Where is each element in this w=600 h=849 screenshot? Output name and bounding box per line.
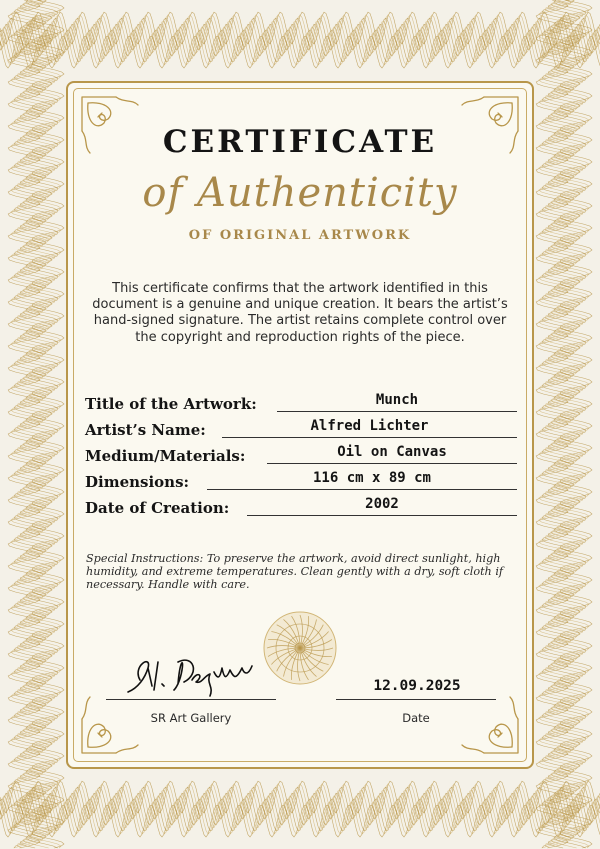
date-value: 12.09.2025 xyxy=(373,678,461,694)
field-label: Date of Creation: xyxy=(85,499,230,517)
certificate-script-title: of Authenticity xyxy=(142,170,458,216)
certificate-title: CERTIFICATE xyxy=(162,124,438,160)
field-underline xyxy=(222,437,517,438)
field-date-of-creation xyxy=(85,496,517,516)
date-label: Date xyxy=(402,711,430,725)
field-underline xyxy=(207,489,517,490)
certificate-subtitle: OF ORIGINAL ARTWORK xyxy=(188,228,412,243)
field-value: Oil on Canvas xyxy=(337,444,447,460)
field-underline xyxy=(247,515,517,516)
field-label: Dimensions: xyxy=(85,473,190,491)
date-line xyxy=(336,699,496,700)
field-label: Artist’s Name: xyxy=(85,421,206,439)
special-instructions: Special Instructions: To preserve the artwork, avoid direct sunlight, high humidity, and extreme temperatures. Clean gently with a dry, soft cloth if necessary. Handle with care. xyxy=(86,552,504,591)
field-underline xyxy=(277,411,517,412)
signature-line xyxy=(106,699,276,700)
field-value: 2002 xyxy=(365,496,399,512)
field-dimensions xyxy=(85,470,517,490)
field-artist-name xyxy=(85,418,517,438)
gallery-label: SR Art Gallery xyxy=(150,711,232,725)
field-value: Munch xyxy=(375,392,419,408)
signature-image xyxy=(118,640,268,698)
rosette-seal-icon xyxy=(262,610,338,686)
field-label: Medium/Materials: xyxy=(85,447,246,465)
field-label: Title of the Artwork: xyxy=(85,395,257,413)
field-artwork-title xyxy=(85,392,517,412)
field-value: 116 cm x 89 cm xyxy=(312,470,431,486)
field-value: Alfred Lichter xyxy=(310,418,429,434)
field-underline xyxy=(267,463,517,464)
intro-paragraph: This certificate confirms that the artwork identified in this document is a genuine and unique creation. It bears the artist’s hand-signed signature. The artist retains complete control over the copyright and reproduction rights of the piece. xyxy=(92,281,508,345)
field-medium xyxy=(85,444,517,464)
